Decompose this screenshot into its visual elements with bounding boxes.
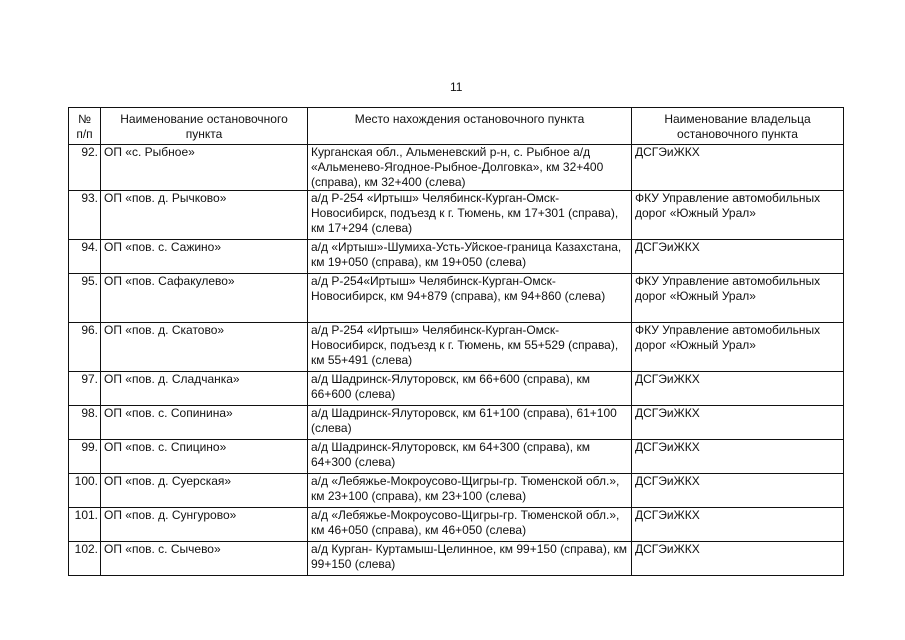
row-num: 100.	[69, 474, 101, 508]
table-row	[69, 240, 844, 274]
row-name: ОП «пов. с. Сажино»	[101, 240, 308, 274]
row-location: а/д Курган- Куртамыш-Целинное, км 99+150 (справа), км 99+150 (слева)	[308, 542, 632, 576]
row-location: а/д Шадринск-Ялуторовск, км 66+600 (справа), км 66+600 (слева)	[308, 372, 632, 406]
row-owner: ДСГЭиЖКХ	[632, 406, 844, 440]
row-location: а/д Р-254 «Иртыш» Челябинск-Курган-Омск-Новосибирск, подъезд к г. Тюмень, км 55+529 (справа), км 55+491 (слева)	[308, 323, 632, 372]
table-row	[69, 406, 844, 440]
row-owner: ДСГЭиЖКХ	[632, 440, 844, 474]
row-owner: ДСГЭиЖКХ	[632, 372, 844, 406]
table-row	[69, 323, 844, 372]
row-name: ОП «пов. д. Сунгурово»	[101, 508, 308, 542]
row-name: ОП «пов. с. Спицино»	[101, 440, 308, 474]
table-row	[69, 474, 844, 508]
row-location: а/д «Иртыш»-Шумиха-Усть-Уйское-граница Казахстана, км 19+050 (справа), км 19+050 (слева)	[308, 240, 632, 274]
row-location: а/д Р-254 «Иртыш» Челябинск-Курган-Омск-Новосибирск, подъезд к г. Тюмень, км 17+301 (справа), км 17+294 (слева)	[308, 191, 632, 240]
row-name: ОП «пов. с. Сычево»	[101, 542, 308, 576]
row-num: 99.	[69, 440, 101, 474]
row-owner: ДСГЭиЖКХ	[632, 542, 844, 576]
row-name: ОП «пов. д. Сладчанка»	[101, 372, 308, 406]
row-owner: ФКУ Управление автомобильных дорог «Южный Урал»	[632, 191, 844, 240]
row-location: Курганская обл., Альменевский р-н, с. Рыбное а/д «Альменево-Ягодное-Рыбное-Долговка», км 32+400 (справа), км 32+400 (слева)	[308, 145, 632, 191]
page-number: 11	[450, 80, 463, 94]
row-num: 98.	[69, 406, 101, 440]
table-row	[69, 508, 844, 542]
bus-stops-table	[68, 107, 844, 576]
row-num: 96.	[69, 323, 101, 372]
row-location: а/д Шадринск-Ялуторовск, км 61+100 (справа), 61+100 (слева)	[308, 406, 632, 440]
row-num: 101.	[69, 508, 101, 542]
row-owner: ФКУ Управление автомобильных дорог «Южный Урал»	[632, 274, 844, 323]
row-num: 97.	[69, 372, 101, 406]
row-name: ОП «пов. Сафакулево»	[101, 274, 308, 323]
table-header-row	[69, 108, 844, 145]
table-row	[69, 274, 844, 323]
row-location: а/д «Лебяжье-Мокроусово-Щигры-гр. Тюменской обл.», км 23+100 (справа), км 23+100 (слева)	[308, 474, 632, 508]
table-row	[69, 542, 844, 576]
header-name: Наименование остановочного пункта	[101, 108, 308, 145]
row-location: а/д «Лебяжье-Мокроусово-Щигры-гр. Тюменской обл.», км 46+050 (справа), км 46+050 (слева)	[308, 508, 632, 542]
table-row	[69, 372, 844, 406]
row-name: ОП «пов. д. Рычково»	[101, 191, 308, 240]
row-num: 94.	[69, 240, 101, 274]
table-row	[69, 145, 844, 191]
table-row	[69, 191, 844, 240]
header-num: № п/п	[69, 108, 101, 145]
row-location: а/д Р-254«Иртыш» Челябинск-Курган-Омск-Новосибирск, км 94+879 (справа), км 94+860 (слева)	[308, 274, 632, 323]
row-name: ОП «с. Рыбное»	[101, 145, 308, 191]
row-owner: ДСГЭиЖКХ	[632, 240, 844, 274]
row-name: ОП «пов. с. Сопинина»	[101, 406, 308, 440]
header-location: Место нахождения остановочного пункта	[308, 108, 632, 145]
row-num: 95.	[69, 274, 101, 323]
row-location: а/д Шадринск-Ялуторовск, км 64+300 (справа), км 64+300 (слева)	[308, 440, 632, 474]
row-owner: ДСГЭиЖКХ	[632, 508, 844, 542]
row-num: 92.	[69, 145, 101, 191]
header-owner: Наименование владельца остановочного пункта	[632, 108, 844, 145]
row-num: 93.	[69, 191, 101, 240]
row-owner: ДСГЭиЖКХ	[632, 145, 844, 191]
table-row	[69, 440, 844, 474]
row-owner: ФКУ Управление автомобильных дорог «Южный Урал»	[632, 323, 844, 372]
row-owner: ДСГЭиЖКХ	[632, 474, 844, 508]
row-name: ОП «пов. д. Суерская»	[101, 474, 308, 508]
row-num: 102.	[69, 542, 101, 576]
row-name: ОП «пов. д. Скатово»	[101, 323, 308, 372]
